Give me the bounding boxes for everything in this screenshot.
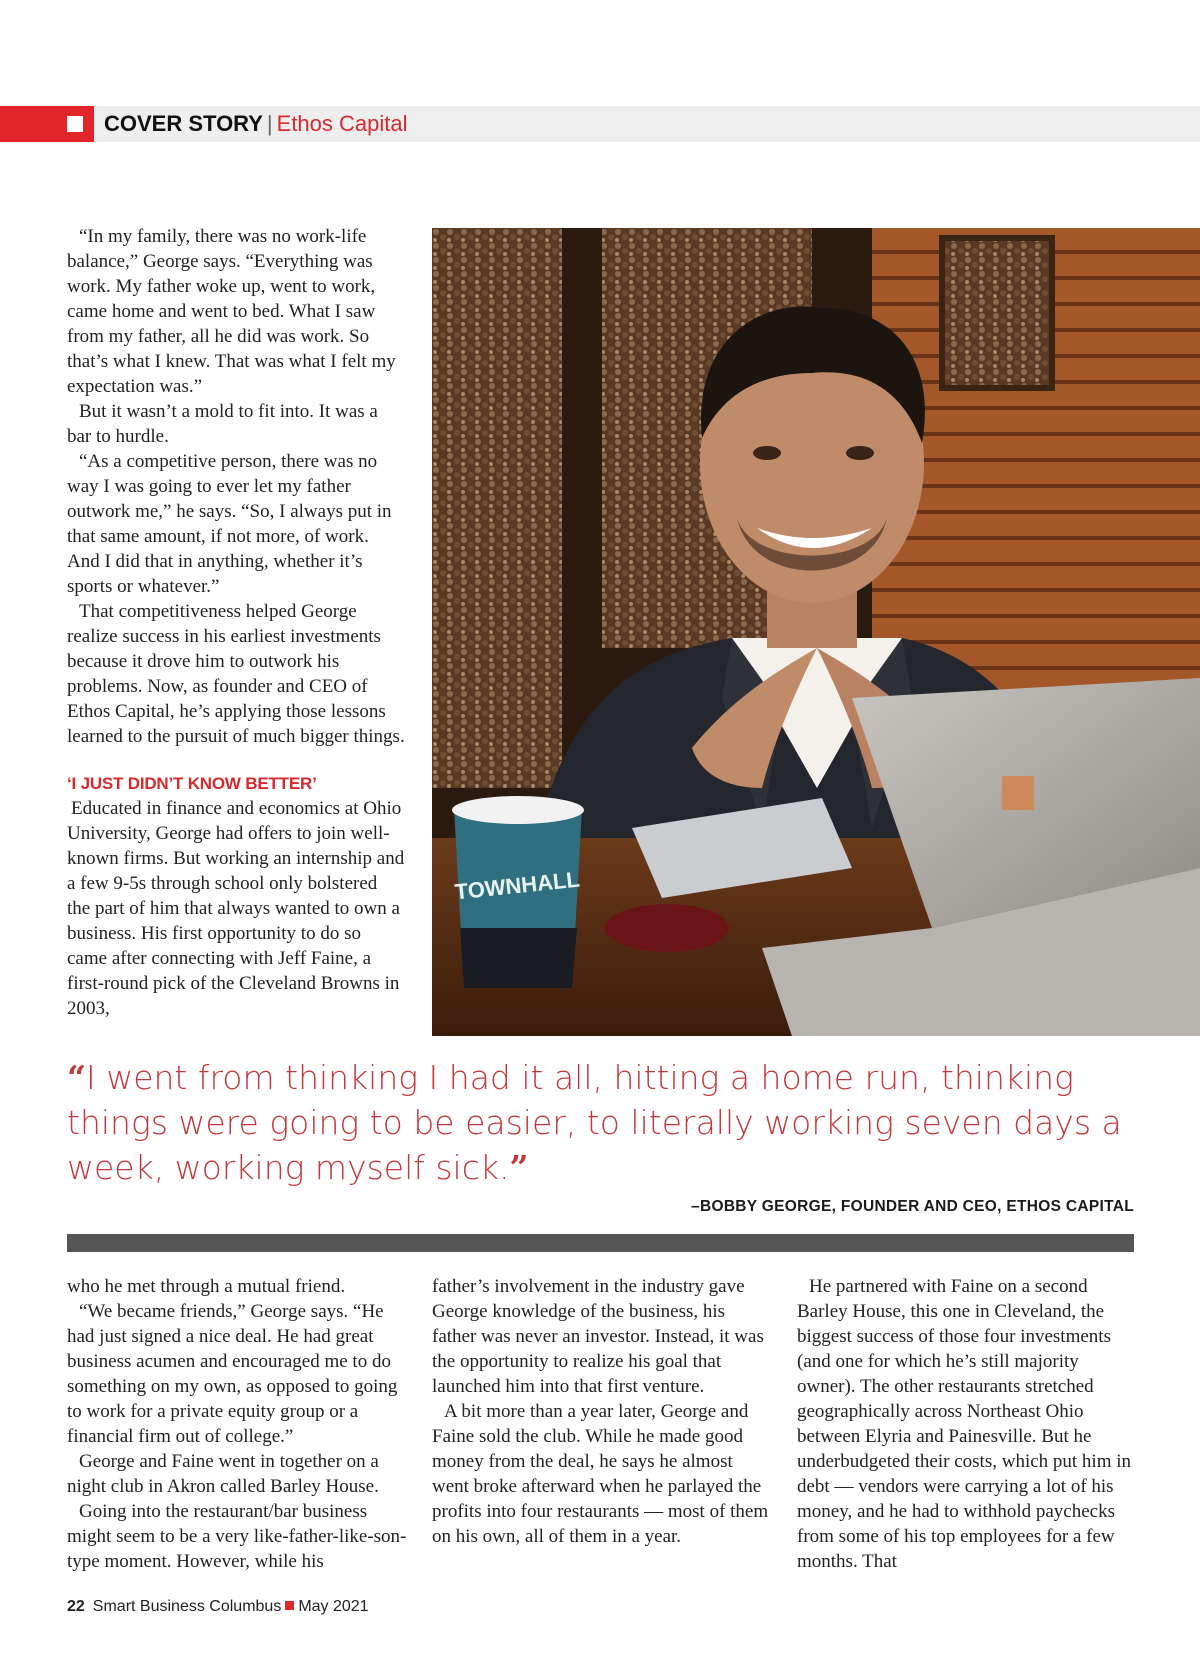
quote-attribution: –BOBBY GEORGE, FOUNDER AND CEO, ETHOS CAPITAL (691, 1198, 1134, 1215)
page-number: 22 (67, 1598, 85, 1615)
subheading: ‘I JUST DIDN’T KNOW BETTER’ (67, 774, 317, 793)
header-separator: | (266, 111, 273, 136)
paragraph: “In my family, there was no work-life balance,” George says. “Everything was work. My father woke up, went to work, came home and went to bed. What I saw from my father, all he did was work. So that’s what I knew. That was what I felt my expectation was.” (67, 226, 396, 397)
page-footer (67, 1598, 369, 1616)
header-title (104, 106, 408, 142)
issue-date: May 2021 (298, 1598, 369, 1615)
footer-square-icon (285, 1601, 294, 1610)
paragraph: George and Faine went in together on a night club in Akron called Barley House. (67, 1451, 379, 1497)
paragraph: A bit more than a year later, George and Faine sold the club. While he made good money from the deal, he says he almost went broke afterward when he parlayed the profits into four restaurants — most of them on his own, all of them in a year. (432, 1401, 769, 1547)
paragraph: Educated in finance and economics at Ohio University, George had offers to join well-known firms. But working an internship and a few 9-5s through school only bolstered the part of him that always wanted to own a business. His first opportunity to do so came after connecting with Jeff Faine, a first-round pick of the Cleveland Browns in 2003, (67, 798, 405, 1019)
paragraph: He partnered with Faine on a second Barley House, this one in Cleveland, the biggest success of those four investments (and one for which he’s still majority owner). The other restaurants stretched geographically across Northeast Ohio between Elyria and Painesville. But he underbudgeted their costs, which put him in debt — vendors were carrying a lot of his money, and he had to withhold paychecks from some of his top employees for a few months. That (797, 1276, 1132, 1572)
portrait-photo (432, 228, 1200, 1036)
paragraph: “As a competitive person, there was no way I was going to ever let my father outwork me,” he says. “So, I always put in that same amount, if not more, of work. And I did that in anything, whether it’s sports or whatever.” (67, 451, 392, 597)
close-quote-mark: ” (509, 1148, 529, 1187)
paragraph: Going into the restaurant/bar business might seem to be a very like-father-like-son-type moment. However, while his (67, 1501, 407, 1572)
publication-name: Smart Business Columbus (92, 1598, 282, 1615)
section-label: COVER STORY (104, 111, 263, 136)
paragraph: who he met through a mutual friend. (67, 1276, 346, 1297)
paragraph: “We became friends,” George says. “He had just signed a nice deal. He had great business acumen and encouraged me to do something on my own, as opposed to going to work for a private equity group or a financial firm out of college.” (67, 1301, 398, 1447)
paragraph: father’s involvement in the industry gave George knowledge of the business, his father was never an investor. Instead, it was the opportunity to realize his goal that launched him into that first venture. (432, 1276, 764, 1397)
pull-quote (67, 1055, 1147, 1190)
paragraph: That competitiveness helped George realize success in his earliest investments because it drove him to outwork his problems. Now, as founder and CEO of Ethos Capital, he’s applying those lessons learned to the pursuit of much bigger things. (67, 601, 405, 747)
paragraph: But it wasn’t a mold to fit into. It was a bar to hurdle. (67, 401, 378, 447)
open-quote-mark: “ (67, 1058, 86, 1097)
article-column-1 (67, 1274, 407, 1574)
article-column-3 (797, 1274, 1137, 1574)
section-header (0, 106, 1200, 142)
cup-label: TOWNHALL (453, 866, 581, 905)
header-square-icon (67, 116, 83, 132)
section-divider (67, 1234, 1134, 1252)
article-column-top (67, 224, 405, 1021)
pull-quote-text: I went from thinking I had it all, hitting a home run, thinking things were going to be easier, to literally working seven days a week, working myself sick. (67, 1058, 1122, 1187)
article-column-2 (432, 1274, 772, 1549)
header-red-block (0, 106, 94, 142)
company-label: Ethos Capital (276, 111, 408, 136)
